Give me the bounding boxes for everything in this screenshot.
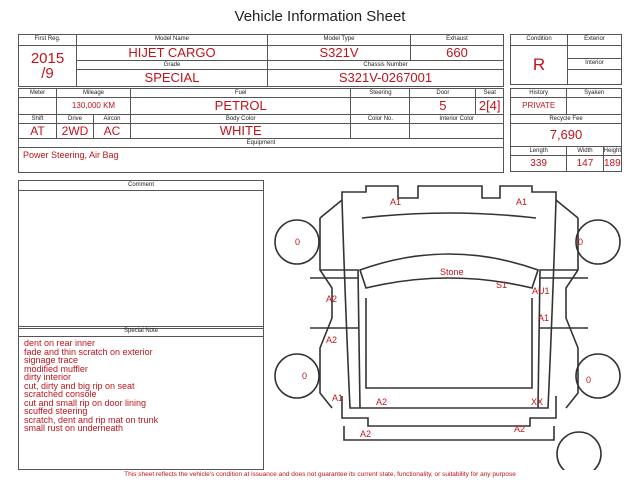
- special-note-line: cut, dirty and big rip on seat: [24, 380, 135, 391]
- fuel-value: PETROL: [214, 98, 267, 113]
- special-note-line: scuffed steering: [24, 406, 88, 416]
- special-note-line: dirty interior: [24, 372, 72, 382]
- exhaust-value: 660: [446, 45, 468, 60]
- first-reg-year: 2015: [30, 50, 65, 67]
- mark-tire-lf: 0: [295, 237, 301, 247]
- rear-gate: [342, 396, 556, 426]
- mark-side-right-1: A1: [538, 313, 550, 323]
- special-note-line: scratch, dent and rip mat on trunk: [24, 414, 159, 425]
- special-note-list: [19, 337, 263, 433]
- mark-tire-rf: 0: [578, 237, 584, 247]
- door-value: 5: [439, 98, 447, 113]
- special-note-box: [18, 326, 264, 470]
- special-note-line: signage trace: [24, 355, 79, 365]
- width-value: 147: [576, 158, 594, 169]
- condition-label: Condition: [526, 36, 552, 42]
- mileage-label: Mileage: [82, 90, 104, 96]
- chassis-number-label: Chassis Number: [363, 62, 408, 68]
- history-label: History: [529, 90, 548, 96]
- fuel-label: Fuel: [234, 90, 247, 96]
- height-value: 189: [603, 158, 621, 169]
- comment-box: [18, 180, 264, 329]
- body-color-label: Body Color: [225, 116, 256, 122]
- grade-value: SPECIAL: [144, 70, 200, 85]
- side-info-table: [510, 88, 622, 172]
- grade-label: Grade: [163, 62, 181, 68]
- mark-tire-rr: 0: [586, 375, 592, 385]
- interior-color-label: Interior Color: [439, 116, 475, 122]
- shift-label: Shift: [31, 116, 44, 122]
- mark-front-right: A1: [516, 197, 528, 207]
- mark-rear-left-a1: A1: [332, 393, 344, 403]
- car-damage-diagram: [270, 178, 640, 470]
- equipment-value: Power Steering, Air Bag: [23, 150, 119, 160]
- special-note-line: dent on rear inner: [24, 338, 96, 348]
- syaken-label: Syaken: [584, 90, 605, 96]
- mark-s1: S1: [496, 280, 508, 290]
- left-side-profile: [320, 218, 332, 408]
- comment-label: Comment: [19, 181, 263, 191]
- drive-label: Drive: [67, 116, 82, 122]
- model-name-label: Model Name: [154, 36, 189, 42]
- special-note-line: fade and thin scratch on exterior: [24, 346, 153, 357]
- color-no-label: Color No.: [367, 116, 394, 122]
- body-color-value: WHITE: [219, 123, 262, 138]
- hood: [362, 213, 536, 218]
- steering-label: Steering: [369, 90, 392, 96]
- seat-value: 2[4]: [478, 98, 501, 113]
- condition-value: R: [532, 55, 546, 74]
- model-name-value: HIJET CARGO: [128, 45, 216, 60]
- comment-text: [19, 191, 263, 193]
- wheel-left-rear: [275, 354, 319, 398]
- model-type-value: S321V: [319, 45, 359, 60]
- shift-value: AT: [30, 124, 45, 138]
- mark-front-left: A1: [390, 197, 402, 207]
- seat-label: Seat: [483, 90, 496, 96]
- recycle-fee-value: 7,690: [549, 127, 583, 142]
- mileage-value: 130,000 KM: [71, 101, 116, 110]
- height-label: Height: [603, 148, 621, 154]
- wheel-right-rear: [576, 354, 620, 398]
- special-note-label: Special Note: [19, 327, 263, 337]
- model-type-label: Model Type: [323, 36, 355, 42]
- chassis-number-value: S321V-0267001: [338, 70, 433, 85]
- history-value: PRIVATE: [522, 101, 556, 110]
- exterior-label: Exterior: [584, 36, 605, 42]
- mark-windshield: Stone: [440, 267, 464, 277]
- special-note-line: cut and small rip on door lining: [24, 397, 147, 408]
- equipment-label: Equipment: [246, 140, 276, 146]
- interior-label: Interior: [585, 60, 604, 66]
- special-note-line: scratched console: [24, 389, 97, 399]
- mark-au1: AU1: [532, 286, 550, 296]
- special-note-line: modified muffler: [24, 363, 88, 374]
- mark-side-left-2: A2: [326, 335, 338, 345]
- header-table: [18, 34, 504, 87]
- roof: [366, 298, 532, 388]
- first-reg-month: /9: [41, 65, 54, 82]
- mark-rear-xx: XX: [531, 397, 544, 407]
- condition-table: [510, 34, 622, 85]
- length-value: 339: [530, 158, 547, 169]
- mark-rear-a2: A2: [376, 397, 388, 407]
- aircon-label: Aircon: [103, 116, 121, 122]
- special-note-line: small rust on underneath: [24, 423, 124, 433]
- width-label: Width: [577, 148, 593, 154]
- exhaust-label: Exhaust: [446, 36, 468, 42]
- first-reg-label: First Reg.: [34, 36, 61, 42]
- aircon-value: AC: [103, 124, 121, 138]
- recycle-fee-label: Recycle Fee: [549, 116, 583, 122]
- details-table: [18, 88, 504, 173]
- door-label: Door: [436, 90, 450, 96]
- length-label: Length: [529, 148, 548, 154]
- drive-value: 2WD: [61, 124, 89, 138]
- mark-tire-lr: 0: [302, 371, 308, 381]
- sheet-title: Vehicle Information Sheet: [234, 8, 406, 25]
- mark-side-left-1: A2: [326, 294, 338, 304]
- mark-bumper-a2b: A2: [514, 424, 526, 434]
- meter-label: Meter: [29, 90, 46, 96]
- disclaimer-footer: This sheet reflects the vehicle's condition at issuance and does not guarantee its current state, functionality, or suitability for any purpose: [124, 471, 516, 478]
- spare-wheel: [557, 432, 601, 470]
- mark-bumper-a2: A2: [360, 429, 372, 439]
